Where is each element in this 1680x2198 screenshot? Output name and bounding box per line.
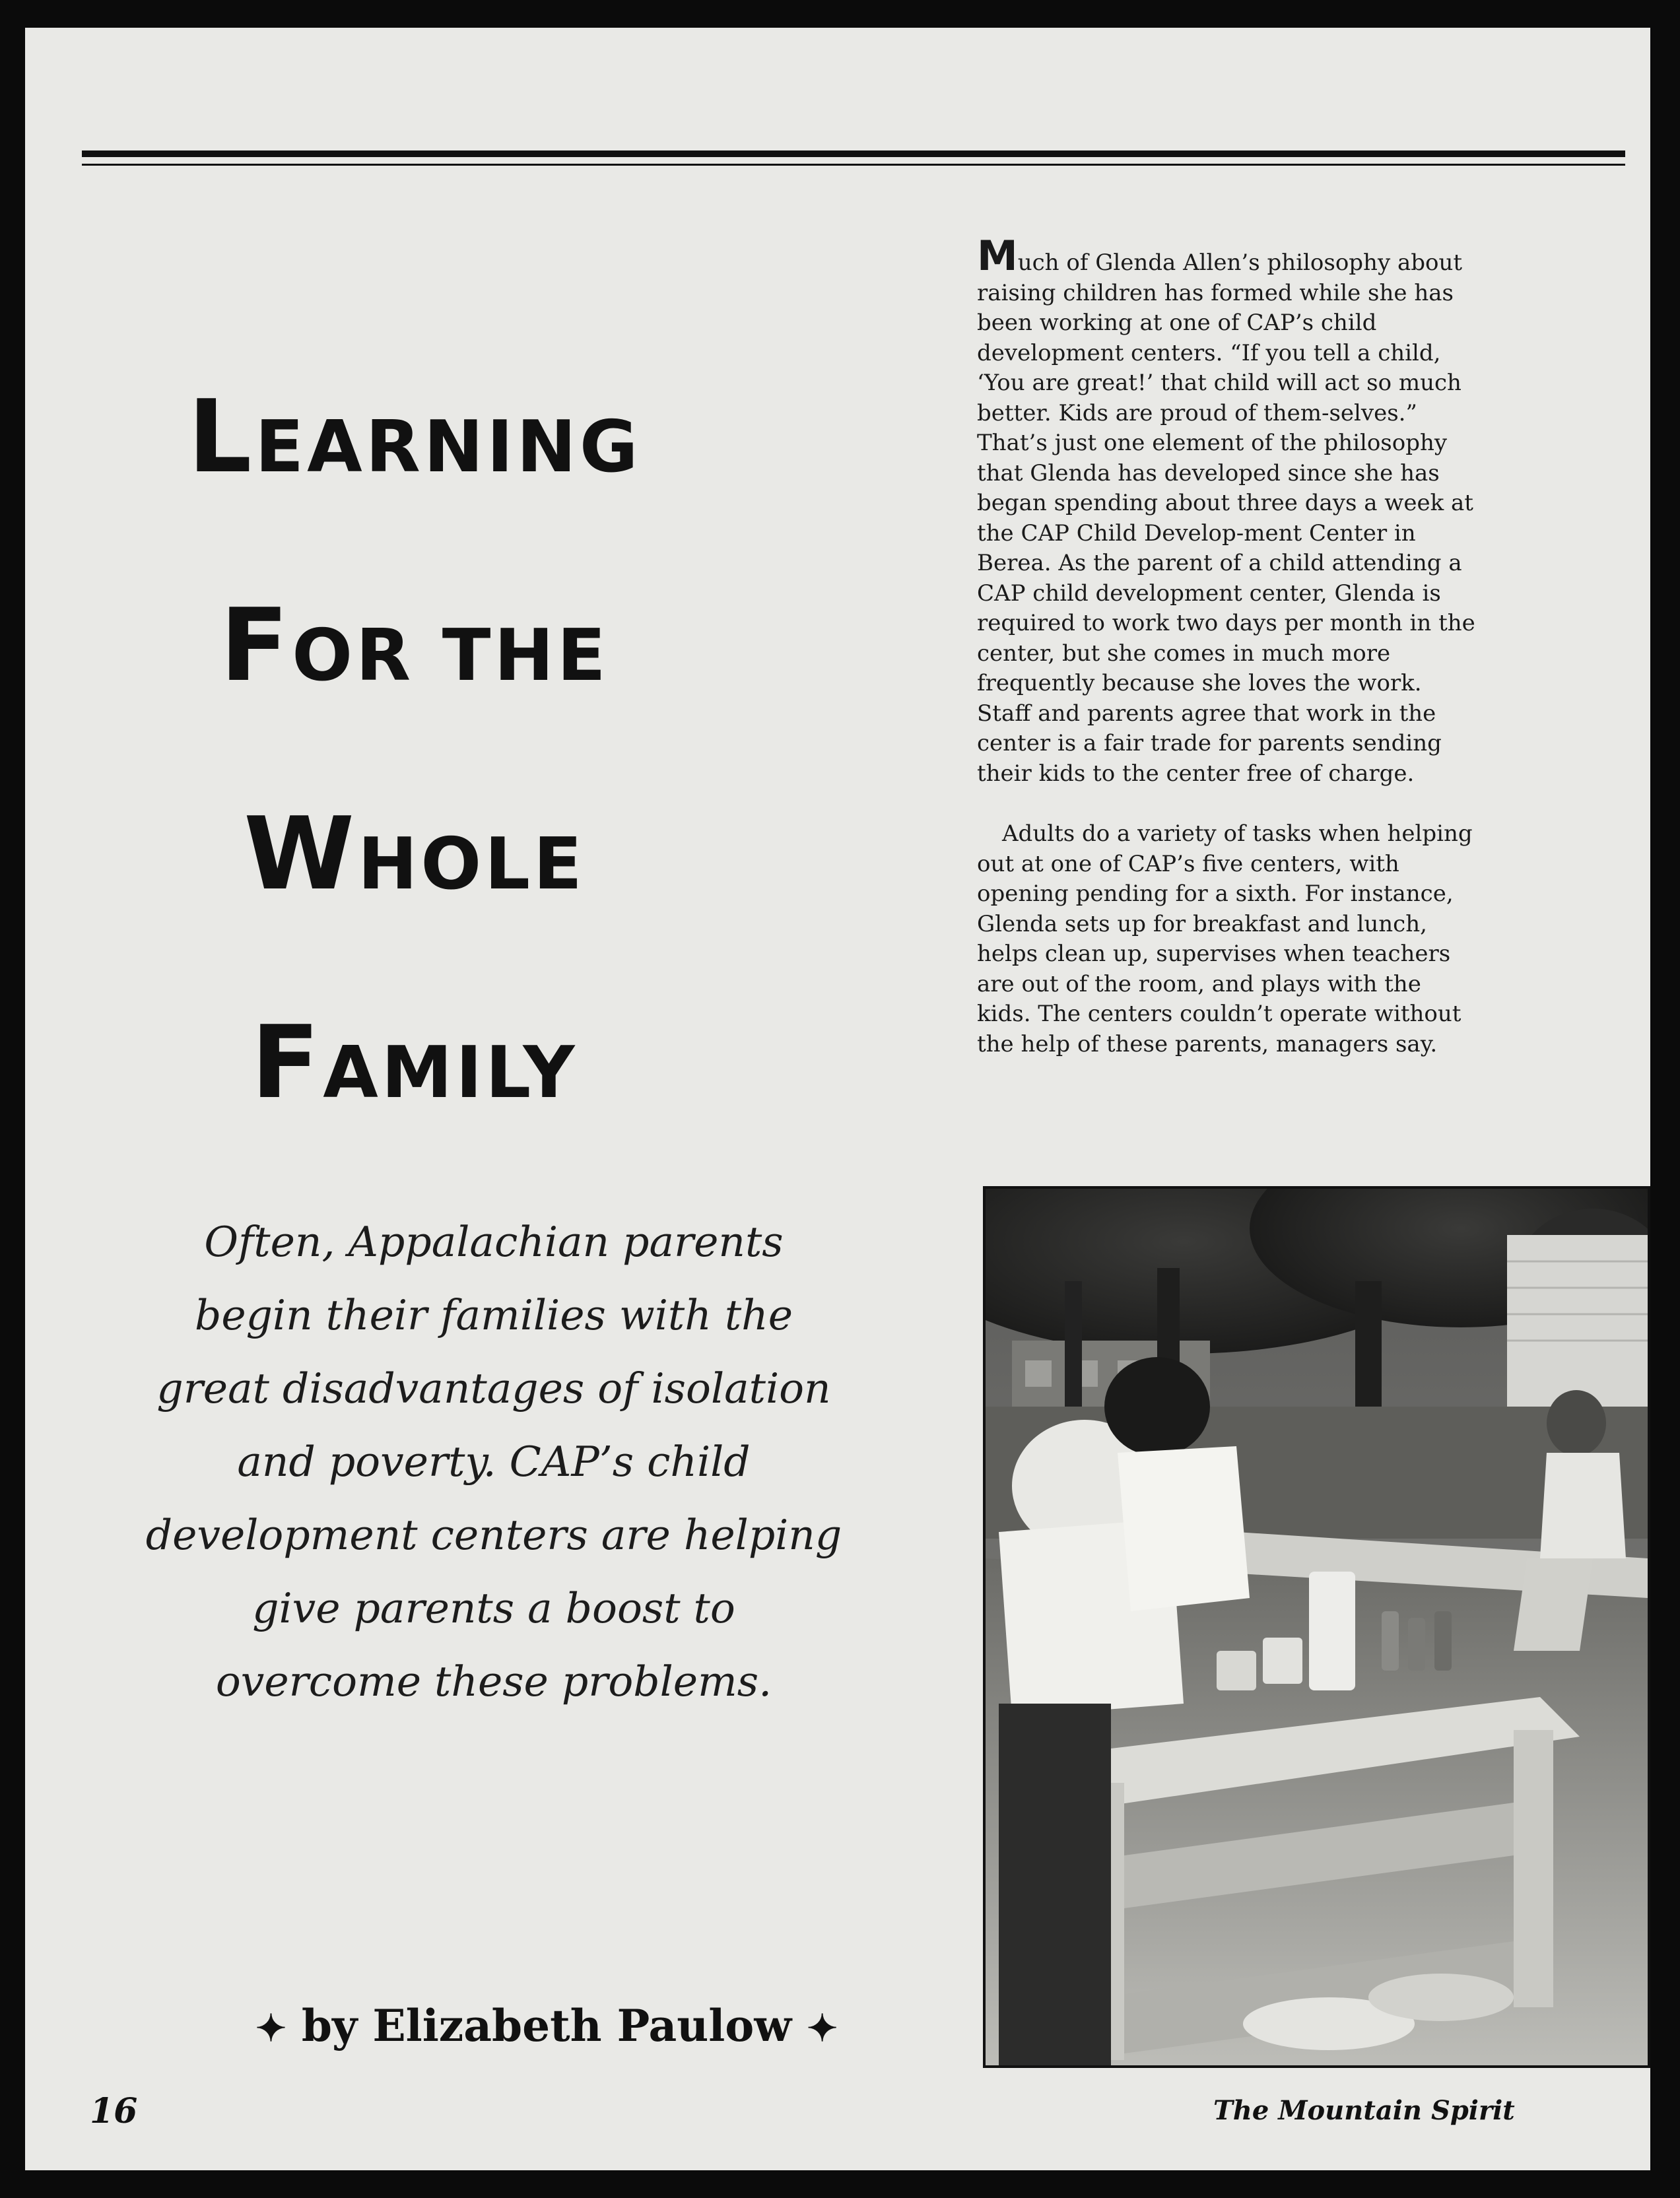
body-paragraph-2: Adults do a variety of tasks when helping out at one of CAP’s five centers, with opening pending for a sixth. For instance, Glenda sets up for breakfast and lunch, helps clean up, supervises when teachers are out of the room, and plays with the kids. The centers couldn’t operate without the help of these parents, managers say. (977, 820, 1473, 1057)
article-body (977, 232, 1479, 1059)
article-title (118, 338, 712, 1172)
publication-name: The Mountain Spirit (1213, 2095, 1515, 2126)
ornament-right-icon: ✦ (807, 2007, 838, 2050)
article-deck: Often, Appalachian parents begin their families with the great disadvantages of isolation and poverty. CAP’s child development centers are helping give parents a boost to overcome these problems. (145, 1218, 842, 1706)
ornament-left-icon: ✦ (255, 2007, 286, 2050)
byline-text: by Elizabeth Paulow (301, 2000, 792, 2051)
article-photo (983, 1186, 1650, 2068)
page-number: 16 (90, 2091, 138, 2131)
article-byline (223, 2000, 870, 2051)
drop-cap: M (977, 232, 1018, 280)
header-rule-thick (82, 150, 1625, 157)
photo-illustration (986, 1189, 1648, 2065)
title-line-4: FAMILY (251, 1004, 578, 1121)
body-paragraph-1 (977, 232, 1479, 789)
title-line-3: WHOLE (244, 795, 586, 912)
header-rule-thin (82, 164, 1625, 166)
magazine-page (25, 28, 1650, 2170)
title-line-1: LEARNING (187, 378, 642, 495)
body-paragraph-1-text: uch of Glenda Allen’s philosophy about raising children has formed while she has been working at one of CAP’s child development centers. “If you tell a child, ‘You are great!’ that child will act so much better. Kids are proud of them-selves.” That’s just one element of the philosophy that Glenda has developed since she has began spending about three days a week at the CAP Child Develop-ment Center in Berea. As the parent of a child attending a CAP child development center, Glenda is required to work two days per month in the center, but she comes in much more frequently because she loves the work. Staff and parents agree that work in the center is a fair trade for parents sending their kids to the center free of charge. (977, 250, 1475, 787)
title-line-2: FOR THE (220, 587, 609, 704)
